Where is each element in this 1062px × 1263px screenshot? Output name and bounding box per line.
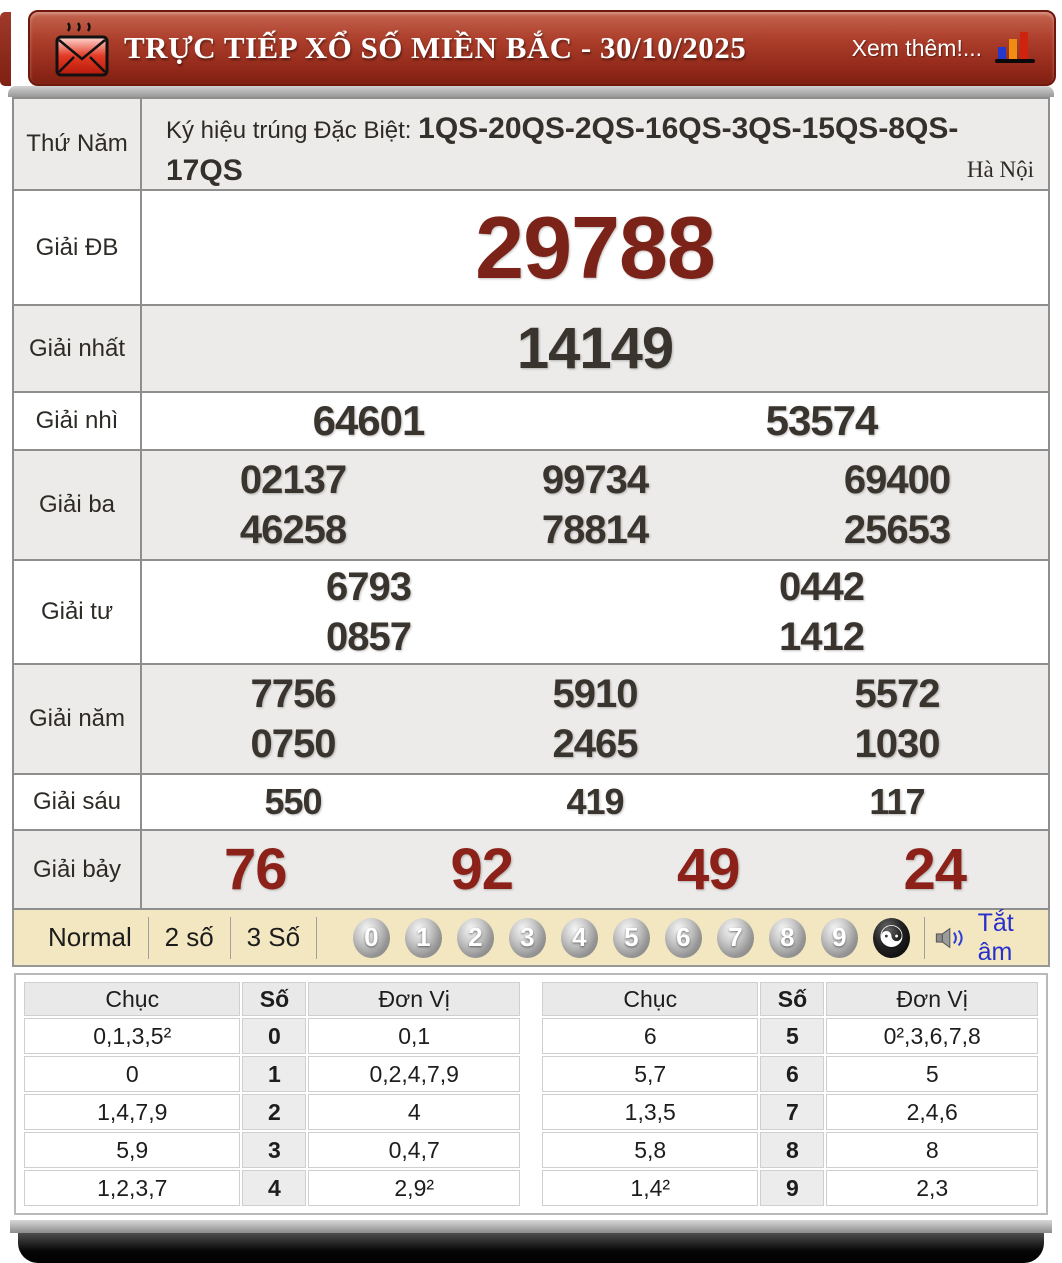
loto-row	[24, 1094, 520, 1130]
prize-number: 1412	[779, 615, 864, 659]
prize-number: 2465	[552, 722, 638, 766]
divider	[316, 917, 317, 959]
header-row	[0, 10, 1062, 86]
prize-label: Giải ba	[14, 451, 142, 559]
region-label: Hà Nội	[966, 157, 1034, 182]
loto-so-cell: 0	[242, 1018, 306, 1054]
digit-ball-6[interactable]	[665, 918, 702, 958]
prize-row-nhat	[14, 306, 1048, 393]
loto-so-cell: 9	[760, 1170, 824, 1206]
digit-ball-2[interactable]	[457, 918, 494, 958]
special-code-line	[166, 109, 1018, 193]
prize-number: 0857	[326, 615, 411, 659]
ball-digit: 3	[520, 922, 535, 952]
loto-header-row	[542, 982, 1038, 1016]
prize-row-tu	[14, 561, 1048, 665]
ball-digit: 7	[728, 922, 743, 952]
loto-chuc-cell: 1,2,3,7	[24, 1170, 240, 1206]
loto-so-cell: 8	[760, 1132, 824, 1168]
prize-label: Giải bảy	[14, 831, 142, 908]
loto-chuc-cell: 1,4²	[542, 1170, 758, 1206]
col-header-chuc: Chục	[542, 982, 758, 1016]
mode-3-so[interactable]: 3 Số	[246, 922, 301, 952]
prize-number: 0750	[250, 722, 336, 766]
digit-ball-5[interactable]	[613, 918, 650, 958]
digit-ball-7[interactable]	[717, 918, 754, 958]
prize-number: 92	[450, 837, 513, 902]
prize-number: 64601	[312, 397, 425, 444]
digit-ball-0[interactable]	[353, 918, 390, 958]
prize-number: 419	[566, 781, 624, 822]
divider	[924, 917, 925, 959]
prize-label: Giải năm	[14, 665, 142, 773]
prize-row-db	[14, 191, 1048, 306]
prize-number: 69400	[843, 458, 951, 502]
loto-row	[542, 1132, 1038, 1168]
loto-chuc-cell: 0,1,3,5²	[24, 1018, 240, 1054]
mute-button[interactable]	[924, 909, 1030, 967]
info-row	[14, 99, 1048, 191]
prize-number: 117	[869, 781, 925, 822]
prize-number: 5572	[854, 672, 940, 716]
ball-digit: 8	[780, 922, 795, 952]
loto-row	[542, 1094, 1038, 1130]
loto-chuc-cell: 5,9	[24, 1132, 240, 1168]
speaker-icon	[935, 921, 967, 955]
loto-header-row	[24, 982, 520, 1016]
footer-black-band	[18, 1233, 1044, 1263]
controls-bar	[12, 910, 1050, 967]
loto-so-cell: 7	[760, 1094, 824, 1130]
prize-number: 1030	[854, 722, 940, 766]
loto-table-left	[22, 980, 522, 1208]
loto-so-cell: 4	[242, 1170, 306, 1206]
prize-row-bay	[14, 831, 1048, 908]
loto-row	[24, 1170, 520, 1206]
ball-digit: 4	[572, 922, 587, 952]
loto-so-cell: 5	[760, 1018, 824, 1054]
header-divider	[8, 86, 1054, 97]
loto-table-right	[540, 980, 1040, 1208]
loto-chuc-cell: 6	[542, 1018, 758, 1054]
prize-number: 02137	[239, 458, 347, 502]
col-header-so: Số	[242, 982, 306, 1016]
digit-ball-9[interactable]	[821, 918, 858, 958]
prize-number: 29788	[475, 197, 715, 297]
digit-ball-4[interactable]	[561, 918, 598, 958]
loto-donvi-cell: 5	[826, 1056, 1038, 1092]
col-header-donvi: Đơn Vị	[826, 982, 1038, 1016]
page-title: TRỰC TIẾP XỔ SỐ MIỀN BẮC - 30/10/2025	[124, 30, 747, 65]
loto-row	[24, 1018, 520, 1054]
prize-number: 7756	[250, 672, 336, 716]
prize-number: 14149	[516, 316, 674, 381]
prize-row-sau	[14, 775, 1048, 831]
loto-chuc-cell: 0	[24, 1056, 240, 1092]
mode-normal[interactable]: Normal	[48, 922, 132, 952]
loto-row	[542, 1170, 1038, 1206]
results-table	[12, 97, 1050, 910]
col-header-so: Số	[760, 982, 824, 1016]
ball-digit: 0	[364, 922, 379, 952]
loto-so-cell: 1	[242, 1056, 306, 1092]
special-code-value: 1QS-20QS-2QS-16QS-3QS-15QS-8QS-17QS	[166, 112, 959, 187]
prize-row-ba	[14, 451, 1048, 561]
loto-row	[542, 1018, 1038, 1054]
prize-number: 0442	[779, 565, 864, 609]
prize-number: 25653	[843, 508, 951, 552]
loto-so-cell: 3	[242, 1132, 306, 1168]
loto-donvi-cell: 0,1	[308, 1018, 520, 1054]
weekday-label: Thứ Năm	[14, 99, 142, 189]
digit-ball-3[interactable]	[509, 918, 546, 958]
ball-digit: 2	[468, 922, 483, 952]
prize-number: 24	[903, 837, 966, 902]
prize-number: 46258	[239, 508, 347, 552]
loto-donvi-cell: 2,3	[826, 1170, 1038, 1206]
bar-chart-icon[interactable]	[994, 29, 1038, 67]
loto-chuc-cell: 1,4,7,9	[24, 1094, 240, 1130]
prize-label: Giải ĐB	[14, 191, 142, 304]
prize-number: 550	[264, 781, 322, 822]
digit-ball-8[interactable]	[769, 918, 806, 958]
loto-row	[24, 1056, 520, 1092]
loto-chuc-cell: 1,3,5	[542, 1094, 758, 1130]
yinyang-ball[interactable]	[873, 918, 910, 958]
see-more-link[interactable]: Xem thêm!...	[851, 34, 982, 61]
col-header-chuc: Chục	[24, 982, 240, 1016]
prize-label: Giải nhì	[14, 393, 142, 449]
loto-so-cell: 2	[242, 1094, 306, 1130]
mute-label: Tắt âm	[977, 908, 1014, 966]
mode-2-so[interactable]: 2 số	[164, 922, 214, 952]
loto-donvi-cell: 4	[308, 1094, 520, 1130]
col-header-donvi: Đơn Vị	[308, 982, 520, 1016]
envelope-icon	[54, 19, 110, 81]
loto-row	[24, 1132, 520, 1168]
loto-donvi-cell: 0²,3,6,7,8	[826, 1018, 1038, 1054]
prize-number: 76	[223, 837, 287, 902]
ball-digit: 6	[676, 922, 691, 952]
prize-row-nam	[14, 665, 1048, 775]
header	[28, 10, 1056, 86]
digit-balls	[353, 918, 910, 958]
special-code-label: Ký hiệu trúng Đặc Biệt:	[166, 117, 412, 144]
loto-row	[542, 1056, 1038, 1092]
prize-label: Giải nhất	[14, 306, 142, 391]
prize-number: 53574	[765, 397, 878, 444]
loto-section	[14, 973, 1048, 1215]
prize-number: 49	[676, 837, 740, 902]
loto-donvi-cell: 0,4,7	[308, 1132, 520, 1168]
prize-row-nhi	[14, 393, 1048, 451]
digit-ball-1[interactable]	[405, 918, 442, 958]
ball-digit: 9	[832, 922, 847, 952]
loto-donvi-cell: 2,9²	[308, 1170, 520, 1206]
prize-number: 5910	[552, 672, 638, 716]
yinyang-icon: ☯	[877, 921, 905, 954]
prize-label: Giải tư	[14, 561, 142, 663]
loto-donvi-cell: 2,4,6	[826, 1094, 1038, 1130]
prize-number: 6793	[326, 565, 411, 609]
loto-chuc-cell: 5,8	[542, 1132, 758, 1168]
loto-chuc-cell: 5,7	[542, 1056, 758, 1092]
ball-digit: 5	[624, 922, 639, 952]
loto-donvi-cell: 8	[826, 1132, 1038, 1168]
special-code-cell	[142, 99, 1048, 189]
loto-so-cell: 6	[760, 1056, 824, 1092]
ball-digit: 1	[416, 922, 431, 952]
header-left-stub	[0, 12, 11, 86]
prize-label: Giải sáu	[14, 775, 142, 829]
footer-gray-band	[10, 1220, 1052, 1233]
loto-donvi-cell: 0,2,4,7,9	[308, 1056, 520, 1092]
prize-number: 99734	[541, 458, 649, 502]
prize-number: 78814	[541, 508, 649, 552]
